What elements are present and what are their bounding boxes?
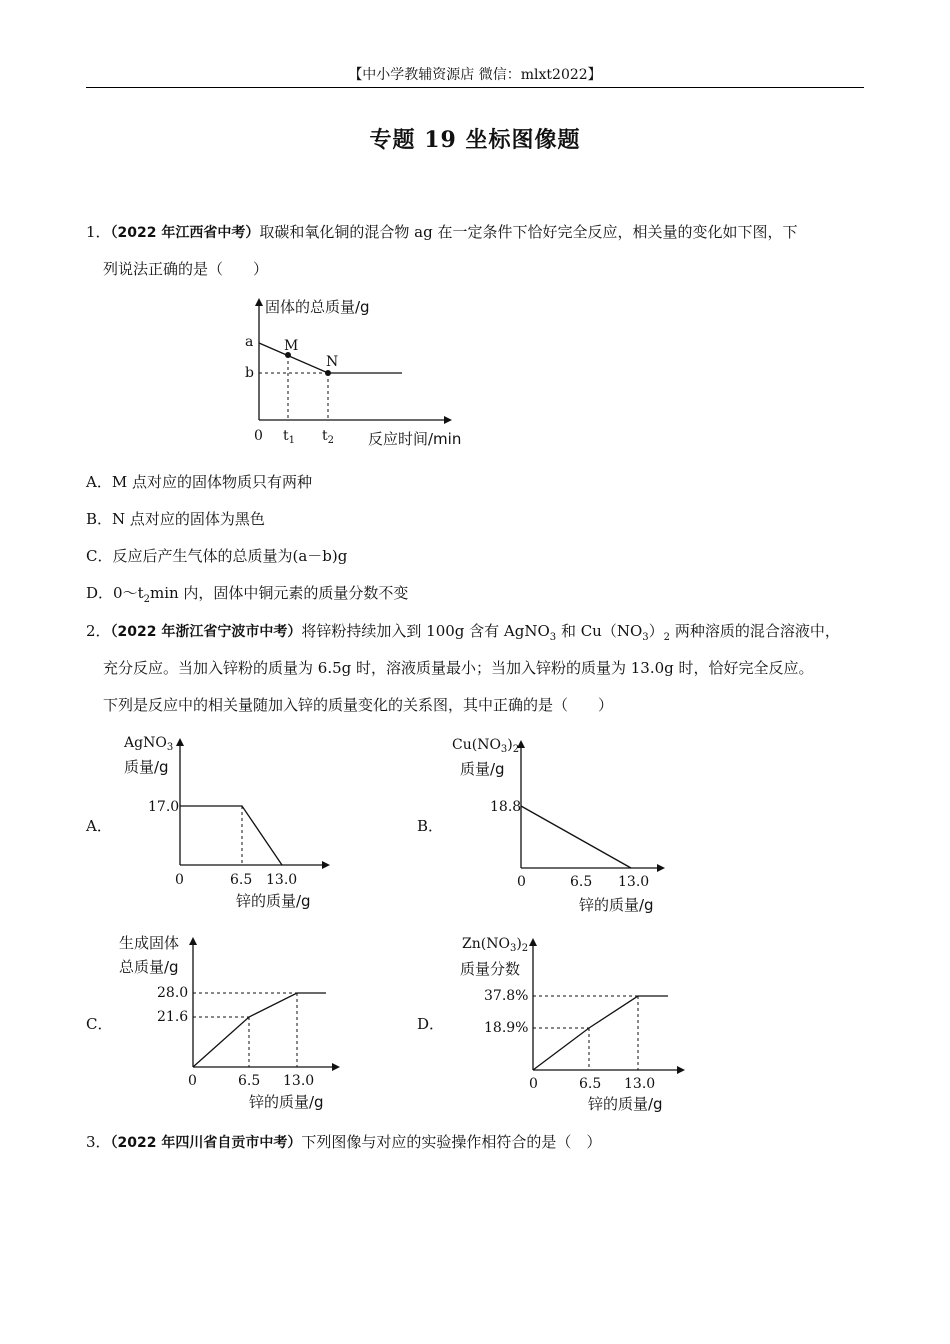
qd-ytick-189: 18.9% <box>484 1020 529 1036</box>
qc-ytick-216: 21.6 <box>157 1009 189 1025</box>
q2-chart-c <box>115 931 345 1111</box>
qc-ytick-28: 28.0 <box>157 985 189 1001</box>
qd-x13: 13.0 <box>624 1076 656 1092</box>
header-rule <box>86 87 864 88</box>
q1-option-a: A．M 点对应的固体物质只有两种 <box>86 473 312 491</box>
qa-x-label: 锌的质量/g <box>236 892 311 910</box>
qc-data-line <box>193 993 326 1067</box>
q2-sub-2: 3 <box>642 632 649 643</box>
q3-source: （2022 年四川省自贡市中考） <box>110 1135 302 1151</box>
qa-ytick-17: 17.0 <box>148 799 180 815</box>
qd-ytick-378: 37.8% <box>484 988 529 1004</box>
qa-x13: 13.0 <box>266 872 298 888</box>
q1-m-label: M <box>284 338 299 354</box>
qd-y-label-1: $Zn(NO_3)_2$ <box>462 936 529 954</box>
q2-text-a: 将锌粉持续加入到 100g 含有 AgNO <box>301 622 550 640</box>
q1-origin: 0 <box>254 428 263 444</box>
q1-y-label: 固体的总质量/g <box>265 298 370 316</box>
q1-option-b: B．N 点对应的固体为黑色 <box>86 510 265 528</box>
q2-text-b: 和 Cu（NO <box>556 622 643 640</box>
q2-line3: 下列是反应中的相关量随加入锌的质量变化的关系图，其中正确的是（ ） <box>103 696 614 714</box>
page-title: 专题 19 坐标图像题 <box>369 127 581 153</box>
qc-x0: 0 <box>188 1073 197 1089</box>
qd-data-line <box>533 996 668 1070</box>
q1-line2: 列说法正确的是（ ） <box>103 260 269 278</box>
qd-y-label-2: 质量分数 <box>460 960 521 978</box>
q2-text-c: ） <box>648 622 664 640</box>
q3-number: 3． <box>86 1133 111 1151</box>
q2-label-b: B． <box>417 817 444 835</box>
qd-x0: 0 <box>529 1076 538 1092</box>
q2-line1 <box>86 620 840 643</box>
q1-t2-label: $t_2$ <box>322 428 335 446</box>
qc-x65: 6.5 <box>238 1073 261 1089</box>
q1-t1-label: $t_1$ <box>283 428 296 446</box>
q2-label-a: A． <box>86 817 112 835</box>
q1-a-label: a <box>245 334 254 350</box>
qd-x65: 6.5 <box>579 1076 602 1092</box>
q2-text-d: 两种溶质的混合溶液中， <box>670 622 840 640</box>
qa-y-label-2: 质量/g <box>124 758 169 776</box>
q1-line1 <box>86 221 797 242</box>
q3-text: 下列图像与对应的实验操作相符合的是（ ） <box>301 1133 602 1151</box>
q1-b-label: b <box>245 365 254 381</box>
q1-n-label: N <box>326 354 339 370</box>
q1-option-d <box>86 582 408 605</box>
qb-x0: 0 <box>517 874 526 890</box>
q1-chart <box>240 292 470 452</box>
qb-data-line <box>521 806 631 868</box>
q2-chart-d <box>458 932 688 1112</box>
q2-label-d: D． <box>417 1015 445 1033</box>
q1-text: 取碳和氧化铜的混合物 ag 在一定条件下恰好完全反应，相关量的变化如下图，下 <box>259 223 798 241</box>
qd-x-label: 锌的质量/g <box>588 1095 663 1113</box>
q2-number: 2． <box>86 622 111 640</box>
page-header: 【中小学教辅资源店 微信：mlxt2022】 <box>348 67 602 83</box>
qb-x65: 6.5 <box>570 874 593 890</box>
qc-x13: 13.0 <box>283 1073 315 1089</box>
q1-option-d-sub: 2 <box>143 594 150 605</box>
qc-y-label-2: 总质量/g <box>119 958 179 976</box>
q2-label-c: C． <box>86 1015 113 1033</box>
q2-sub-3: 2 <box>663 632 671 643</box>
qb-x13: 13.0 <box>618 874 650 890</box>
qa-x65: 6.5 <box>230 872 253 888</box>
qb-y-label-2: 质量/g <box>460 760 505 778</box>
q1-option-d-pre: D．0～t <box>86 584 144 602</box>
q1-point-n <box>325 370 331 376</box>
qc-y-label-1: 生成固体 <box>119 934 180 952</box>
qa-y-label-1: AgNO$_3$ <box>124 735 174 753</box>
q1-option-d-post: min 内，固体中铜元素的质量分数不变 <box>149 584 409 602</box>
q3-line1 <box>86 1131 601 1152</box>
qb-y-label-1: $Cu(NO_3)_2$ <box>452 737 520 755</box>
q2-chart-b <box>450 734 670 914</box>
q1-x-label: 反应时间/min <box>368 430 462 448</box>
qb-x-label: 锌的质量/g <box>579 896 654 914</box>
q2-source: （2022 年浙江省宁波市中考） <box>110 624 302 640</box>
q2-chart-a <box>120 732 340 912</box>
q2-sub-1: 3 <box>549 632 557 643</box>
qc-x-label: 锌的质量/g <box>249 1093 324 1111</box>
q1-option-c: C．反应后产生气体的总质量为(a－b)g <box>86 547 348 565</box>
qa-data-line <box>180 806 282 865</box>
qb-ytick-188: 18.8 <box>490 799 522 815</box>
q1-source: （2022 年江西省中考） <box>110 225 260 241</box>
q2-line2: 充分反应。当加入锌粉的质量为 6.5g 时，溶液质量最小；当加入锌粉的质量为 13.0g 时，恰好完全反应。 <box>103 659 814 677</box>
q1-number: 1． <box>86 223 111 241</box>
qa-x0: 0 <box>175 872 184 888</box>
